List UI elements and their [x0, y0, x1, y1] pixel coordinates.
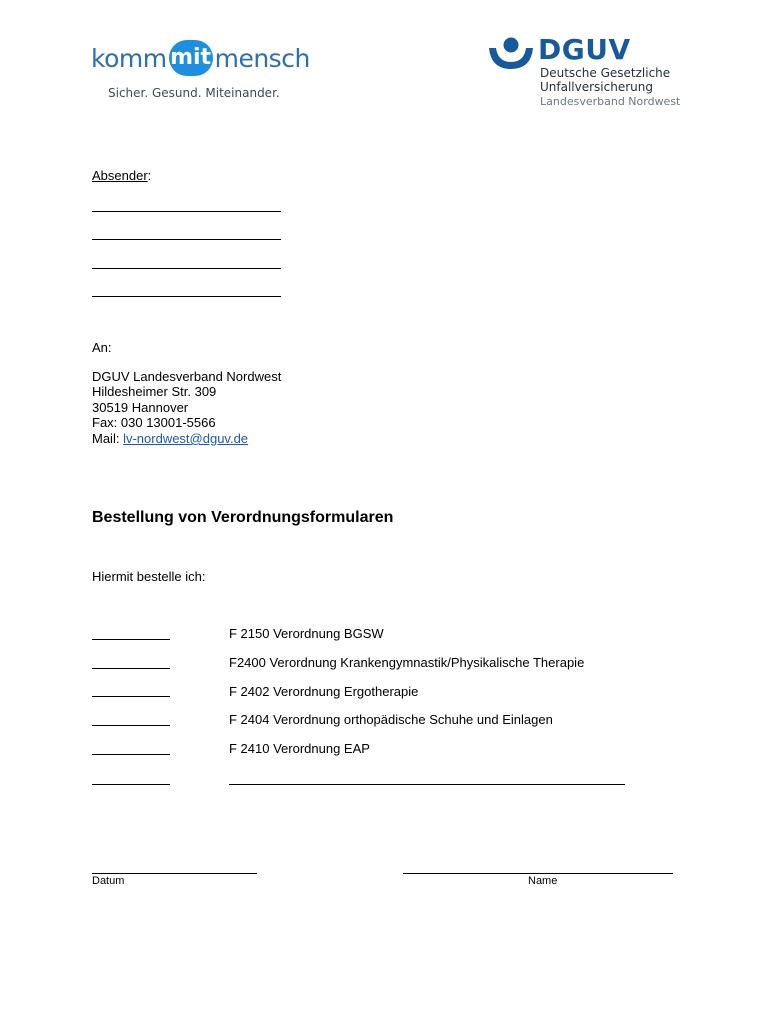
logo-tagline: Sicher. Gesund. Miteinander.: [108, 86, 280, 100]
dguv-logo-name: DGUV: [538, 33, 631, 66]
sender-label: [92, 168, 151, 183]
recipient-line-3: 30519 Hannover: [92, 400, 189, 415]
name-line[interactable]: [403, 873, 673, 874]
sender-label-text: Absender: [92, 168, 148, 183]
logo-text-komm: komm: [91, 43, 167, 73]
order-item-2: F2400 Verordnung Krankengymnastik/Physikalische Therapie: [229, 655, 585, 670]
order-item-3: F 2402 Verordnung Ergotherapie: [229, 684, 419, 699]
custom-item-line[interactable]: [229, 784, 625, 785]
logo-text-mensch: mensch: [214, 43, 310, 73]
intro-text: Hiermit bestelle ich:: [92, 569, 206, 584]
sender-line-4[interactable]: [92, 296, 281, 297]
dguv-logo-line1: Deutsche Gesetzliche: [540, 66, 671, 80]
page-title: Bestellung von Verordnungsformularen: [92, 509, 394, 526]
sender-line-1[interactable]: [92, 211, 281, 212]
order-item-1: F 2150 Verordnung BGSW: [229, 626, 384, 641]
quantity-line-6[interactable]: [92, 784, 170, 785]
mail-link[interactable]: lv-nordwest@dguv.de: [123, 431, 249, 446]
order-item-4: F 2404 Verordnung orthopädische Schuhe und Einlagen: [229, 712, 553, 727]
mail-label: Mail:: [92, 431, 120, 446]
quantity-line-1[interactable]: [92, 639, 170, 640]
quantity-line-3[interactable]: [92, 696, 170, 697]
sender-line-3[interactable]: [92, 268, 281, 269]
order-item-5: F 2410 Verordnung EAP: [229, 741, 370, 756]
dguv-emblem-icon: [487, 36, 533, 70]
quantity-line-5[interactable]: [92, 754, 170, 755]
kommmitmensch-logo: [91, 40, 310, 80]
sender-line-2[interactable]: [92, 239, 281, 240]
recipient-label: An:: [92, 340, 112, 355]
recipient-line-4: Fax: 030 13001-5566: [92, 415, 216, 430]
recipient-line-2: Hildesheimer Str. 309: [92, 384, 217, 399]
recipient-mail: [92, 431, 248, 446]
dguv-logo-line2: Unfallversicherung: [540, 80, 653, 94]
dguv-logo-line3: Landesverband Nordwest: [540, 95, 681, 108]
date-label: Datum: [92, 875, 125, 887]
logo-text-mit: mit: [169, 40, 213, 76]
recipient-line-1: DGUV Landesverband Nordwest: [92, 369, 282, 384]
date-line[interactable]: [92, 873, 257, 874]
quantity-line-2[interactable]: [92, 668, 170, 669]
quantity-line-4[interactable]: [92, 725, 170, 726]
sender-label-colon: :: [147, 168, 152, 183]
name-label: Name: [528, 875, 558, 887]
